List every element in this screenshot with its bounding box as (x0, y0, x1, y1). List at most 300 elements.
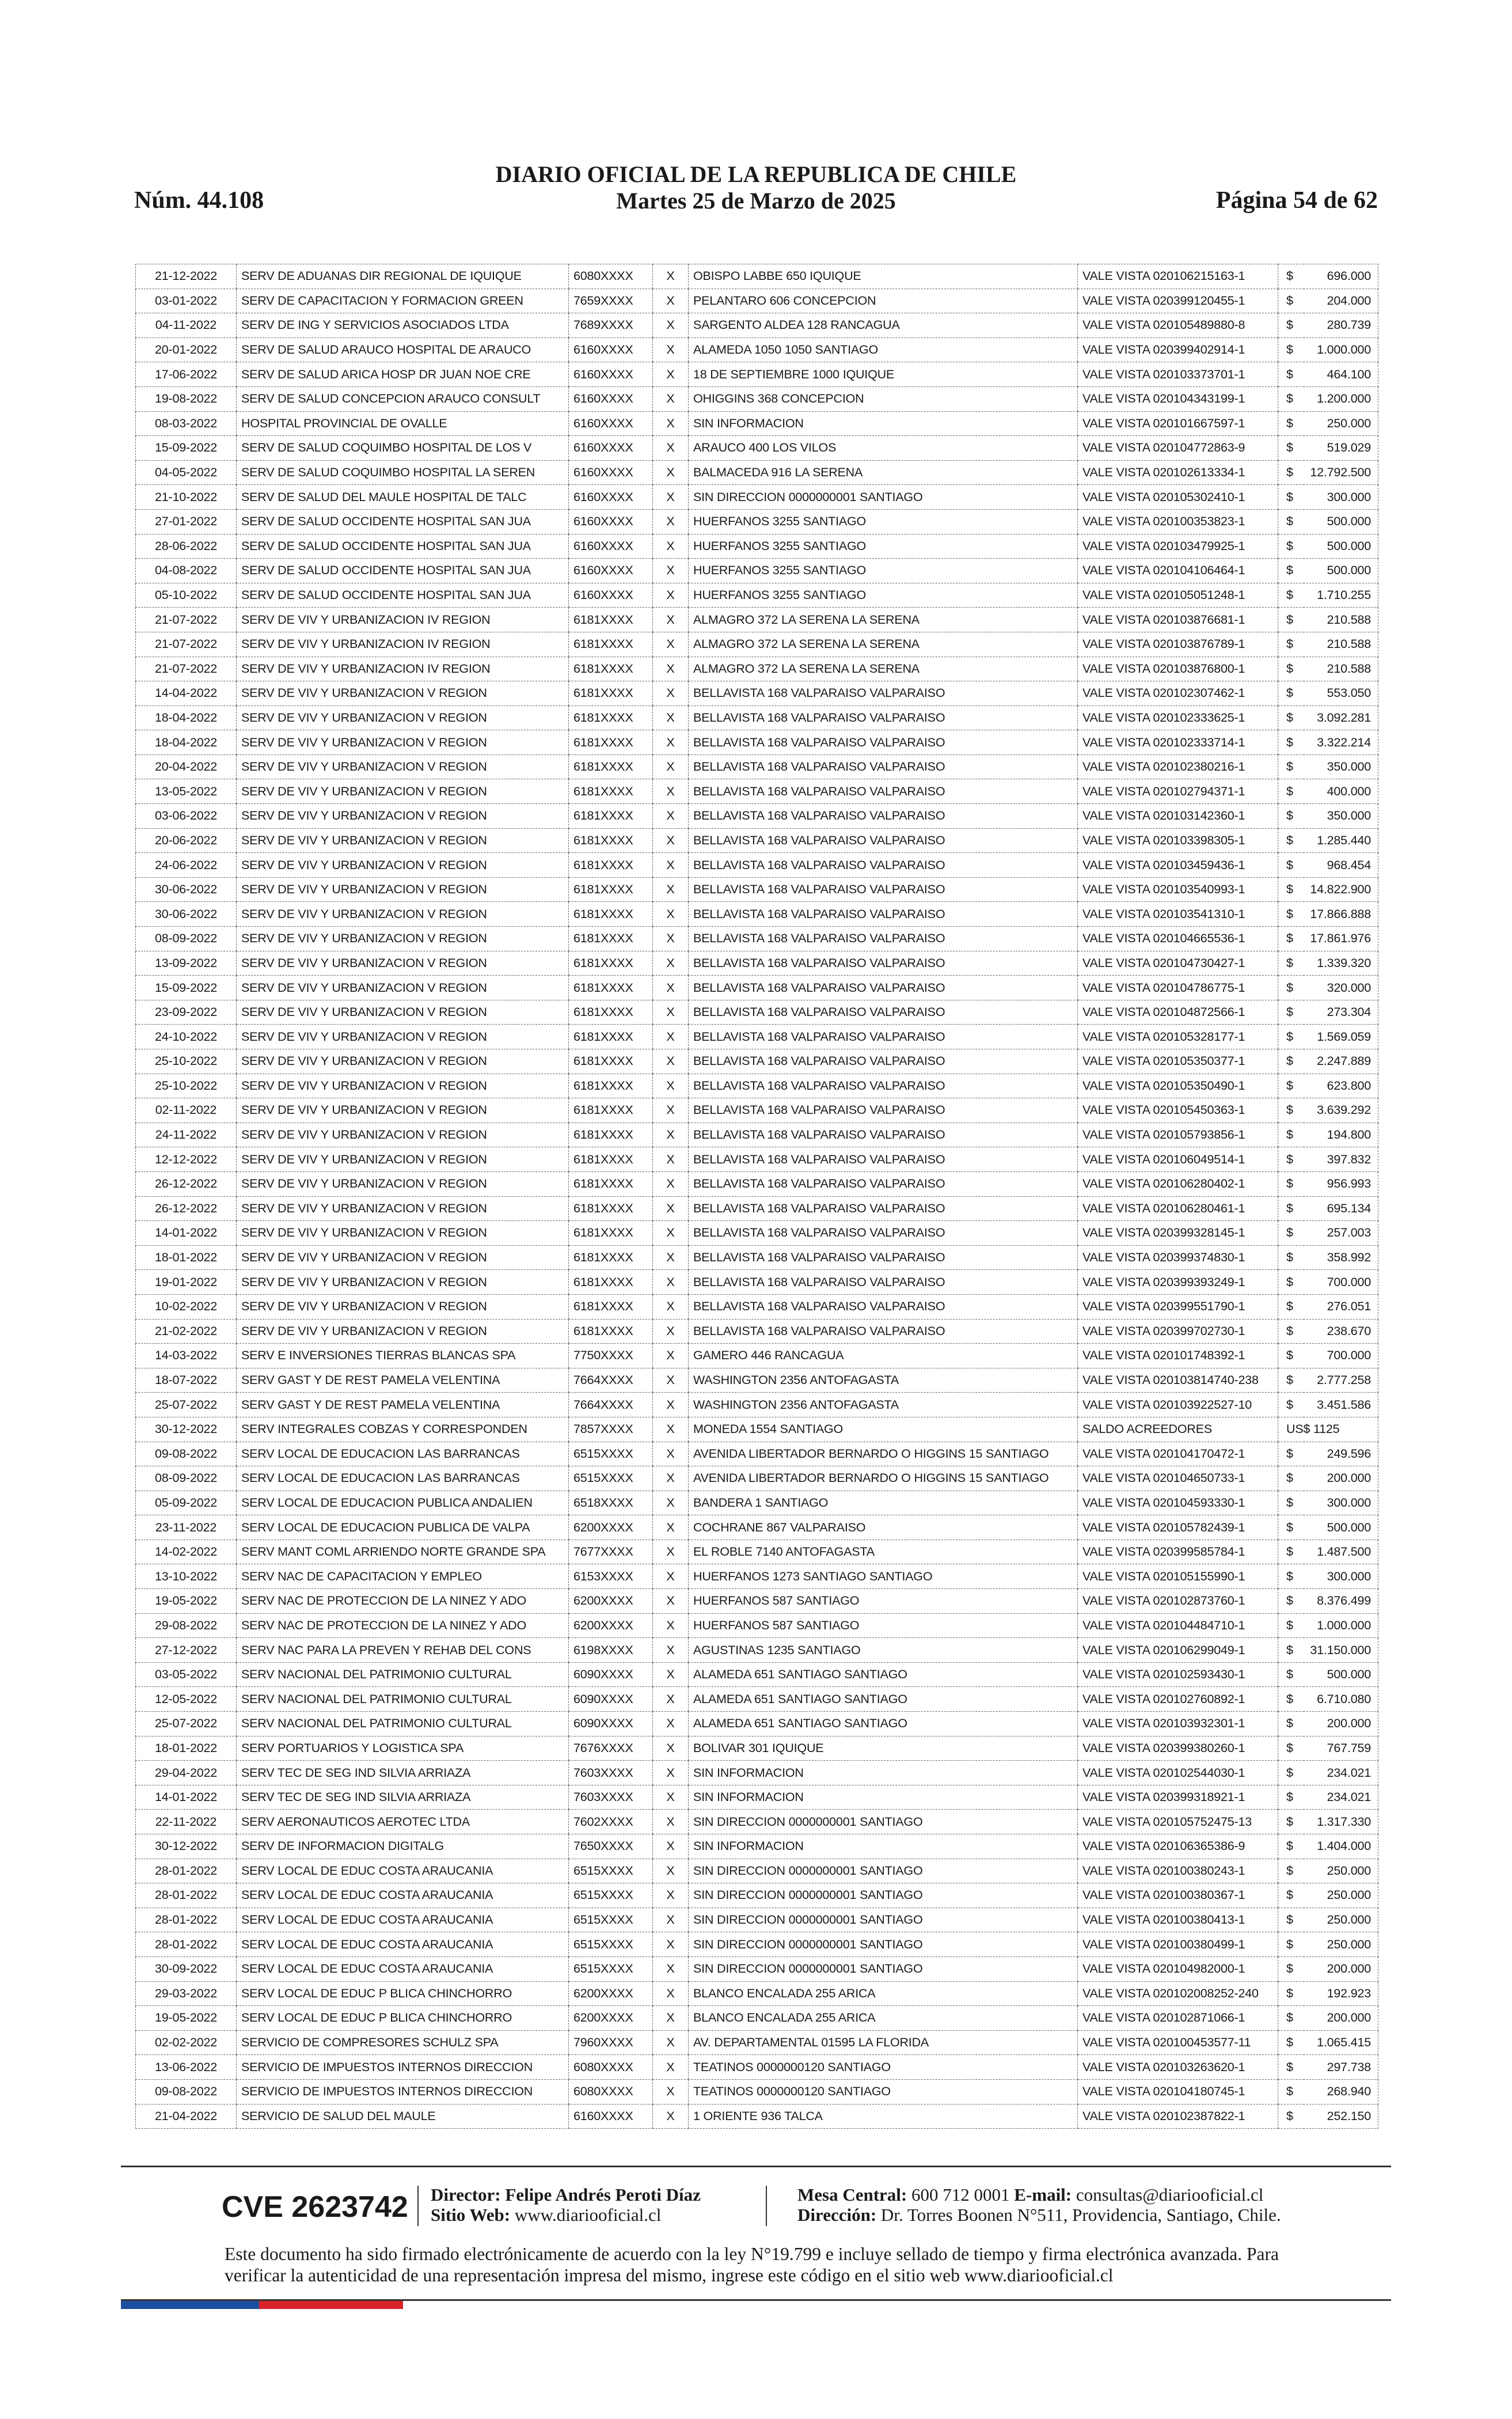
cell-currency: $ (1278, 1638, 1304, 1663)
cell-document: VALE VISTA 020399374830-1 (1078, 1245, 1278, 1270)
cell-address: BELLAVISTA 168 VALPARAISO VALPARAISO (689, 877, 1078, 902)
cell-amount: 234.021 (1304, 1761, 1378, 1785)
cell-amount: 1.339.320 (1304, 951, 1378, 976)
cell-date: 24-10-2022 (136, 1025, 237, 1049)
cell-currency: $ (1278, 1294, 1304, 1319)
cell-address: SIN DIRECCION 0000000001 SANTIAGO (689, 1957, 1078, 1981)
cell-rut: 7676XXXX (569, 1736, 653, 1761)
cell-date: 28-01-2022 (136, 1883, 237, 1908)
cell-amount: 1.200.000 (1304, 386, 1378, 411)
cell-rut: 7689XXXX (569, 313, 653, 338)
cell-date: 09-08-2022 (136, 1442, 237, 1466)
cell-address: PELANTARO 606 CONCEPCION (689, 289, 1078, 313)
cell-document: VALE VISTA 020105155990-1 (1078, 1564, 1278, 1589)
cell-document: VALE VISTA 020100380367-1 (1078, 1883, 1278, 1908)
cell-address: ALAMEDA 1050 1050 SANTIAGO (689, 338, 1078, 362)
cell-document: VALE VISTA 020102380216-1 (1078, 754, 1278, 779)
cell-currency: $ (1278, 1221, 1304, 1246)
cell-rut: 6181XXXX (569, 632, 653, 657)
cell-currency: $ (1278, 1000, 1304, 1025)
table-row (136, 632, 1378, 657)
cell-beneficiary-name: SERV AERONAUTICOS AEROTEC LTDA (237, 1810, 569, 1834)
cell-rut: 6090XXXX (569, 1687, 653, 1712)
cell-address: EL ROBLE 7140 ANTOFAGASTA (689, 1540, 1078, 1564)
cell-address: SIN DIRECCION 0000000001 SANTIAGO (689, 1908, 1078, 1932)
cell-rut: 6160XXXX (569, 411, 653, 436)
cell-amount: 300.000 (1304, 485, 1378, 510)
table-row (136, 1196, 1378, 1221)
table-row (136, 1810, 1378, 1834)
cell-date: 03-05-2022 (136, 1662, 237, 1687)
cell-mark: X (653, 1171, 689, 1196)
cell-address: BELLAVISTA 168 VALPARAISO VALPARAISO (689, 730, 1078, 755)
cell-amount: 12.792.500 (1304, 460, 1378, 485)
cell-currency: $ (1278, 828, 1304, 853)
cell-mark: X (653, 1466, 689, 1491)
cell-beneficiary-name: SERV DE VIV Y URBANIZACION V REGION (237, 1098, 569, 1123)
cell-rut: 6181XXXX (569, 1025, 653, 1049)
table-row (136, 1834, 1378, 1859)
cell-amount: 200.000 (1304, 2006, 1378, 2031)
table-row (136, 559, 1378, 583)
cell-rut: 6515XXXX (569, 1908, 653, 1932)
cell-amount: 1.710.255 (1304, 583, 1378, 608)
cell-mark: X (653, 2006, 689, 2031)
cell-address: BELLAVISTA 168 VALPARAISO VALPARAISO (689, 951, 1078, 976)
cell-beneficiary-name: SERV NACIONAL DEL PATRIMONIO CULTURAL (237, 1687, 569, 1712)
cell-address: ALAMEDA 651 SANTIAGO SANTIAGO (689, 1687, 1078, 1712)
cell-amount: 252.150 (1304, 2104, 1378, 2129)
cell-beneficiary-name: SERV DE INFORMACION DIGITALG (237, 1834, 569, 1859)
cell-amount: 257.003 (1304, 1221, 1378, 1246)
cell-document: VALE VISTA 020102387822-1 (1078, 2104, 1278, 2129)
cell-amount: 14.822.900 (1304, 877, 1378, 902)
cell-currency: $ (1278, 951, 1304, 976)
cell-amount: 1.487.500 (1304, 1540, 1378, 1564)
cell-address: HUERFANOS 3255 SANTIAGO (689, 509, 1078, 534)
cell-date: 09-08-2022 (136, 2079, 237, 2104)
cell-currency: $ (1278, 976, 1304, 1000)
header-center (134, 161, 1378, 214)
flag-red-stripe (259, 2301, 403, 2309)
cell-mark: X (653, 1294, 689, 1319)
cell-address: BALMACEDA 916 LA SERENA (689, 460, 1078, 485)
cell-beneficiary-name: SERVICIO DE COMPRESORES SCHULZ SPA (237, 2030, 569, 2055)
cell-amount: 500.000 (1304, 509, 1378, 534)
cell-document: VALE VISTA 020102760892-1 (1078, 1687, 1278, 1712)
cell-mark: X (653, 976, 689, 1000)
cell-address: ALMAGRO 372 LA SERENA LA SERENA (689, 608, 1078, 632)
table-row (136, 1417, 1378, 1442)
cell-date: 24-11-2022 (136, 1123, 237, 1147)
cell-amount: 250.000 (1304, 1932, 1378, 1957)
cell-address: BELLAVISTA 168 VALPARAISO VALPARAISO (689, 902, 1078, 927)
cell-beneficiary-name: SERV DE SALUD ARICA HOSP DR JUAN NOE CRE (237, 362, 569, 387)
cell-currency: $ (1278, 1932, 1304, 1957)
table-row (136, 976, 1378, 1000)
cell-address: SARGENTO ALDEA 128 RANCAGUA (689, 313, 1078, 338)
table-row (136, 1687, 1378, 1712)
contact-block (797, 2185, 1281, 2225)
cell-beneficiary-name: SERV DE VIV Y URBANIZACION V REGION (237, 853, 569, 878)
cell-beneficiary-name: SERV DE VIV Y URBANIZACION V REGION (237, 877, 569, 902)
cell-rut: 6181XXXX (569, 1049, 653, 1074)
cell-rut: 6515XXXX (569, 1957, 653, 1981)
cell-address: ALAMEDA 651 SANTIAGO SANTIAGO (689, 1712, 1078, 1736)
cell-amount: 17.861.976 (1304, 927, 1378, 951)
cell-amount: 1.000.000 (1304, 1613, 1378, 1638)
cell-beneficiary-name: SERV DE SALUD ARAUCO HOSPITAL DE ARAUCO (237, 338, 569, 362)
cell-rut: 6160XXXX (569, 509, 653, 534)
table-row (136, 1319, 1378, 1344)
cell-document: VALE VISTA 020101748392-1 (1078, 1344, 1278, 1368)
cell-beneficiary-name: SERV LOCAL DE EDUC COSTA ARAUCANIA (237, 1932, 569, 1957)
table-row (136, 1000, 1378, 1025)
email-link[interactable]: consultas@diariooficial.cl (1076, 2185, 1264, 2205)
cell-mark: X (653, 583, 689, 608)
cell-address: COCHRANE 867 VALPARAISO (689, 1515, 1078, 1540)
cell-address: BLANCO ENCALADA 255 ARICA (689, 1981, 1078, 2006)
cell-currency: $ (1278, 362, 1304, 387)
cell-address: BELLAVISTA 168 VALPARAISO VALPARAISO (689, 706, 1078, 730)
cell-document: VALE VISTA 020104106464-1 (1078, 559, 1278, 583)
cell-mark: X (653, 2030, 689, 2055)
table-row (136, 804, 1378, 829)
cell-date: 05-10-2022 (136, 583, 237, 608)
cell-currency: $ (1278, 460, 1304, 485)
cell-amount: 500.000 (1304, 1515, 1378, 1540)
cell-beneficiary-name: SERV LOCAL DE EDUC COSTA ARAUCANIA (237, 1908, 569, 1932)
records-table-container (135, 264, 1378, 2129)
cell-beneficiary-name: SERV NACIONAL DEL PATRIMONIO CULTURAL (237, 1712, 569, 1736)
footer-divider (121, 2166, 1391, 2167)
cell-currency: $ (1278, 1613, 1304, 1638)
cell-rut: 6200XXXX (569, 1515, 653, 1540)
cell-address: SIN INFORMACION (689, 1761, 1078, 1785)
cell-mark: X (653, 1442, 689, 1466)
cell-date: 13-10-2022 (136, 1564, 237, 1589)
cell-rut: 6160XXXX (569, 460, 653, 485)
cell-rut: 6160XXXX (569, 583, 653, 608)
cell-currency: $ (1278, 706, 1304, 730)
cell-address: BELLAVISTA 168 VALPARAISO VALPARAISO (689, 1270, 1078, 1295)
cell-mark: X (653, 1932, 689, 1957)
cell-mark: X (653, 1564, 689, 1589)
cell-document: VALE VISTA 020105051248-1 (1078, 583, 1278, 608)
cell-document: VALE VISTA 020104484710-1 (1078, 1613, 1278, 1638)
cell-rut: 6181XXXX (569, 1171, 653, 1196)
cell-beneficiary-name: SERV DE SALUD CONCEPCION ARAUCO CONSULT (237, 386, 569, 411)
cell-document: VALE VISTA 020100353823-1 (1078, 509, 1278, 534)
cell-amount: 268.940 (1304, 2079, 1378, 2104)
cell-date: 19-08-2022 (136, 386, 237, 411)
cell-currency: $ (1278, 1025, 1304, 1049)
cell-document: VALE VISTA 020102333714-1 (1078, 730, 1278, 755)
table-row (136, 877, 1378, 902)
cell-address: TEATINOS 0000000120 SANTIAGO (689, 2055, 1078, 2080)
cell-amount: 273.304 (1304, 1000, 1378, 1025)
cell-rut: 6181XXXX (569, 828, 653, 853)
table-row (136, 2055, 1378, 2080)
cell-date: 12-12-2022 (136, 1147, 237, 1172)
cell-date: 03-01-2022 (136, 289, 237, 313)
table-row (136, 1491, 1378, 1515)
cell-mark: X (653, 2104, 689, 2129)
cell-amount: 8.376.499 (1304, 1589, 1378, 1614)
cell-rut: 6515XXXX (569, 1883, 653, 1908)
table-row (136, 951, 1378, 976)
cell-beneficiary-name: SERV DE VIV Y URBANIZACION V REGION (237, 1319, 569, 1344)
records-table (135, 264, 1378, 2129)
cell-date: 20-06-2022 (136, 828, 237, 853)
cell-mark: X (653, 1687, 689, 1712)
cell-mark: X (653, 1736, 689, 1761)
cell-address: SIN DIRECCION 0000000001 SANTIAGO (689, 1932, 1078, 1957)
cell-amount: 397.832 (1304, 1147, 1378, 1172)
cell-currency: $ (1278, 754, 1304, 779)
address-text: Dr. Torres Boonen N°511, Providencia, Santiago, Chile. (880, 2205, 1281, 2225)
cell-document: VALE VISTA 020104665536-1 (1078, 927, 1278, 951)
cell-date: 14-04-2022 (136, 681, 237, 706)
table-row (136, 1957, 1378, 1981)
cell-amount: 276.051 (1304, 1294, 1378, 1319)
cell-currency: $ (1278, 1712, 1304, 1736)
cell-date: 30-06-2022 (136, 877, 237, 902)
cell-beneficiary-name: SERV DE VIV Y URBANIZACION V REGION (237, 754, 569, 779)
cell-address: BELLAVISTA 168 VALPARAISO VALPARAISO (689, 1294, 1078, 1319)
cell-date: 21-07-2022 (136, 608, 237, 632)
cell-document: VALE VISTA 020102333625-1 (1078, 706, 1278, 730)
cell-currency: $ (1278, 1491, 1304, 1515)
cell-address: BELLAVISTA 168 VALPARAISO VALPARAISO (689, 828, 1078, 853)
cell-date: 08-03-2022 (136, 411, 237, 436)
cell-rut: 6181XXXX (569, 657, 653, 681)
cell-document: VALE VISTA 020102593430-1 (1078, 1662, 1278, 1687)
cell-document: VALE VISTA 020105793856-1 (1078, 1123, 1278, 1147)
cell-currency: $ (1278, 927, 1304, 951)
cell-amount: 500.000 (1304, 1662, 1378, 1687)
table-row (136, 1908, 1378, 1932)
cell-currency: $ (1278, 1245, 1304, 1270)
cell-document: VALE VISTA 020103932301-1 (1078, 1712, 1278, 1736)
cell-currency: $ (1278, 2030, 1304, 2055)
cell-date: 30-12-2022 (136, 1834, 237, 1859)
table-row (136, 2079, 1378, 2104)
cell-document: VALE VISTA 020105328177-1 (1078, 1025, 1278, 1049)
cell-mark: X (653, 1613, 689, 1638)
cell-amount: 210.588 (1304, 657, 1378, 681)
cell-document: VALE VISTA 020103541310-1 (1078, 902, 1278, 927)
cell-currency: $ (1278, 902, 1304, 927)
cell-beneficiary-name: SERV PORTUARIOS Y LOGISTICA SPA (237, 1736, 569, 1761)
cell-beneficiary-name: SERV NAC DE CAPACITACION Y EMPLEO (237, 1564, 569, 1589)
cell-address: BELLAVISTA 168 VALPARAISO VALPARAISO (689, 976, 1078, 1000)
cell-address: BELLAVISTA 168 VALPARAISO VALPARAISO (689, 754, 1078, 779)
cell-address: HUERFANOS 3255 SANTIAGO (689, 583, 1078, 608)
cell-date: 14-02-2022 (136, 1540, 237, 1564)
cell-currency: $ (1278, 1196, 1304, 1221)
table-row (136, 1171, 1378, 1196)
cell-date: 25-07-2022 (136, 1712, 237, 1736)
cell-address: OHIGGINS 368 CONCEPCION (689, 386, 1078, 411)
cell-currency: $ (1278, 1540, 1304, 1564)
cell-date: 29-08-2022 (136, 1613, 237, 1638)
table-row (136, 1883, 1378, 1908)
cell-document: VALE VISTA 020102613334-1 (1078, 460, 1278, 485)
cell-amount: 500.000 (1304, 534, 1378, 559)
cell-amount: 300.000 (1304, 1491, 1378, 1515)
cell-address: 18 DE SEPTIEMBRE 1000 IQUIQUE (689, 362, 1078, 387)
cell-document: VALE VISTA 020105302410-1 (1078, 485, 1278, 510)
cell-currency: $ (1278, 289, 1304, 313)
cell-currency: $ (1278, 436, 1304, 461)
cell-rut: 6160XXXX (569, 534, 653, 559)
cell-document: VALE VISTA 020103814740-238 (1078, 1368, 1278, 1393)
cell-rut: 6181XXXX (569, 1074, 653, 1098)
cell-mark: X (653, 1859, 689, 1883)
cell-rut: 7677XXXX (569, 1540, 653, 1564)
cell-beneficiary-name: SERV DE VIV Y URBANIZACION IV REGION (237, 608, 569, 632)
cell-address: BELLAVISTA 168 VALPARAISO VALPARAISO (689, 1147, 1078, 1172)
cell-beneficiary-name: SERV LOCAL DE EDUC COSTA ARAUCANIA (237, 1883, 569, 1908)
cell-rut: 6200XXXX (569, 2006, 653, 2031)
table-row (136, 485, 1378, 510)
table-row (136, 460, 1378, 485)
cell-rut: 7659XXXX (569, 289, 653, 313)
cell-beneficiary-name: SERV DE SALUD COQUIMBO HOSPITAL LA SEREN (237, 460, 569, 485)
cell-beneficiary-name: SERV NACIONAL DEL PATRIMONIO CULTURAL (237, 1662, 569, 1687)
cell-document: VALE VISTA 020104786775-1 (1078, 976, 1278, 1000)
cell-beneficiary-name: SERV LOCAL DE EDUCACION PUBLICA DE VALPA (237, 1515, 569, 1540)
table-row (136, 730, 1378, 755)
table-row (136, 362, 1378, 387)
cell-mark: X (653, 1491, 689, 1515)
cell-rut: 6160XXXX (569, 559, 653, 583)
director-name: Felipe Andrés Peroti Díaz (505, 2185, 701, 2205)
cell-currency: $ (1278, 1515, 1304, 1540)
cell-amount: 3.092.281 (1304, 706, 1378, 730)
table-row (136, 2104, 1378, 2129)
cell-currency: $ (1278, 411, 1304, 436)
cell-currency: $ (1278, 1883, 1304, 1908)
mesa-phone: 600 712 0001 (911, 2185, 1010, 2205)
cell-document: VALE VISTA 020100380499-1 (1078, 1932, 1278, 1957)
cell-date: 13-06-2022 (136, 2055, 237, 2080)
cell-beneficiary-name: SERV DE VIV Y URBANIZACION V REGION (237, 902, 569, 927)
cell-beneficiary-name: SERV DE SALUD OCCIDENTE HOSPITAL SAN JUA (237, 583, 569, 608)
cell-beneficiary-name: SERV DE VIV Y URBANIZACION V REGION (237, 1074, 569, 1098)
cell-date: 08-09-2022 (136, 1466, 237, 1491)
cell-address: BELLAVISTA 168 VALPARAISO VALPARAISO (689, 681, 1078, 706)
cell-beneficiary-name: SERV DE VIV Y URBANIZACION V REGION (237, 730, 569, 755)
cell-mark: X (653, 1908, 689, 1932)
table-row (136, 1662, 1378, 1687)
cell-date: 02-02-2022 (136, 2030, 237, 2055)
cell-mark: X (653, 1147, 689, 1172)
footer-separator (766, 2186, 767, 2226)
cell-rut: 6200XXXX (569, 1589, 653, 1614)
page-header (134, 161, 1378, 225)
cell-rut: 6160XXXX (569, 485, 653, 510)
cell-address: BELLAVISTA 168 VALPARAISO VALPARAISO (689, 853, 1078, 878)
cell-date: 13-05-2022 (136, 779, 237, 804)
cell-amount: 6.710.080 (1304, 1687, 1378, 1712)
cell-address: ARAUCO 400 LOS VILOS (689, 436, 1078, 461)
cell-rut: 6181XXXX (569, 951, 653, 976)
cell-currency: $ (1278, 313, 1304, 338)
cell-document: VALE VISTA 020101667597-1 (1078, 411, 1278, 436)
cell-mark: X (653, 1785, 689, 1810)
cell-date: 26-12-2022 (136, 1171, 237, 1196)
cell-currency: $ (1278, 1074, 1304, 1098)
cell-beneficiary-name: SERV DE VIV Y URBANIZACION V REGION (237, 1049, 569, 1074)
cell-rut: 6181XXXX (569, 730, 653, 755)
cell-document: VALE VISTA 020104180745-1 (1078, 2079, 1278, 2104)
cell-address: SIN DIRECCION 0000000001 SANTIAGO (689, 485, 1078, 510)
cell-currency: $ (1278, 1147, 1304, 1172)
cell-beneficiary-name: SERV DE SALUD OCCIDENTE HOSPITAL SAN JUA (237, 509, 569, 534)
cell-amount: 200.000 (1304, 1466, 1378, 1491)
cell-currency: $ (1278, 730, 1304, 755)
cell-currency: $ (1278, 1834, 1304, 1859)
cell-currency: $ (1278, 1123, 1304, 1147)
cell-beneficiary-name: SERV LOCAL DE EDUCACION LAS BARRANCAS (237, 1442, 569, 1466)
table-row (136, 1932, 1378, 1957)
cell-document: VALE VISTA 020399120455-1 (1078, 289, 1278, 313)
cell-mark: X (653, 877, 689, 902)
cell-date: 15-09-2022 (136, 976, 237, 1000)
director-block (431, 2185, 701, 2225)
cell-address: BELLAVISTA 168 VALPARAISO VALPARAISO (689, 1319, 1078, 1344)
cell-currency: $ (1278, 1442, 1304, 1466)
cell-mark: X (653, 460, 689, 485)
cell-beneficiary-name: SERV DE VIV Y URBANIZACION V REGION (237, 1123, 569, 1147)
cell-document: VALE VISTA 020103263620-1 (1078, 2055, 1278, 2080)
cell-currency: $ (1278, 1662, 1304, 1687)
table-row (136, 1761, 1378, 1785)
cell-mark: X (653, 1810, 689, 1834)
web-link[interactable]: www.diariooficial.cl (514, 2205, 662, 2225)
cell-rut: 6181XXXX (569, 681, 653, 706)
cell-amount: 358.992 (1304, 1245, 1378, 1270)
cell-document: VALE VISTA 020106280461-1 (1078, 1196, 1278, 1221)
cell-rut: 6181XXXX (569, 877, 653, 902)
cell-mark: X (653, 902, 689, 927)
records-table-body (136, 264, 1378, 2129)
cell-currency: $ (1278, 1393, 1304, 1417)
cell-date: 30-09-2022 (136, 1957, 237, 1981)
cell-amount: 234.021 (1304, 1785, 1378, 1810)
cell-date: 25-10-2022 (136, 1049, 237, 1074)
cell-currency: $ (1278, 1981, 1304, 2006)
cell-date: 08-09-2022 (136, 927, 237, 951)
cell-beneficiary-name: SERVICIO DE SALUD DEL MAULE (237, 2104, 569, 2129)
cell-date: 28-06-2022 (136, 534, 237, 559)
table-row (136, 1589, 1378, 1614)
cell-amount: 400.000 (1304, 779, 1378, 804)
cell-address: TEATINOS 0000000120 SANTIAGO (689, 2079, 1078, 2104)
cell-amount: 31.150.000 (1304, 1638, 1378, 1663)
cell-date: 12-05-2022 (136, 1687, 237, 1712)
cell-amount: 238.670 (1304, 1319, 1378, 1344)
cell-date: 18-04-2022 (136, 730, 237, 755)
cell-address: BELLAVISTA 168 VALPARAISO VALPARAISO (689, 1171, 1078, 1196)
cell-document: VALE VISTA 020399380260-1 (1078, 1736, 1278, 1761)
cell-document: VALE VISTA 020106299049-1 (1078, 1638, 1278, 1663)
cell-rut: 6160XXXX (569, 386, 653, 411)
cell-document: VALE VISTA 020100453577-11 (1078, 2030, 1278, 2055)
cell-address: BELLAVISTA 168 VALPARAISO VALPARAISO (689, 1049, 1078, 1074)
